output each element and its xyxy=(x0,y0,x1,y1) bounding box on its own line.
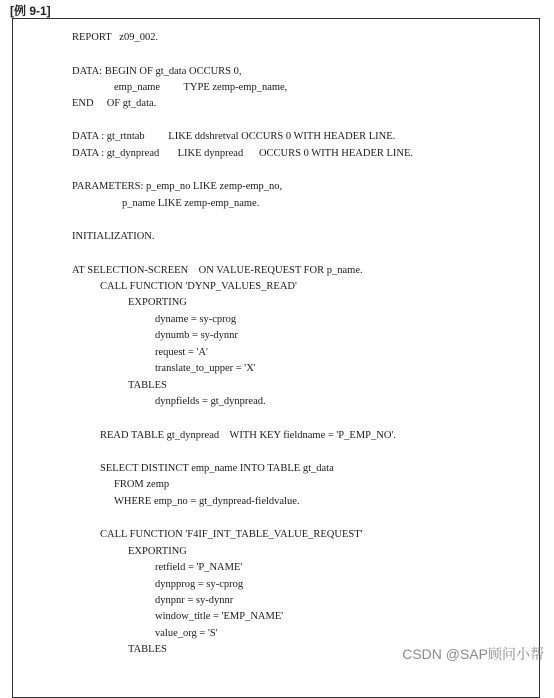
code-line: INITIALIZATION. xyxy=(72,231,155,242)
code-line: retfield = 'P_NAME' xyxy=(155,562,243,573)
code-line: FROM zemp xyxy=(114,479,170,490)
code-line: PARAMETERS: p_emp_no LIKE zemp-emp_no, xyxy=(72,181,283,192)
code-line: SELECT DISTINCT emp_name INTO TABLE gt_data xyxy=(100,463,334,474)
code-line: translate_to_upper = 'X' xyxy=(155,363,256,374)
code-line: dynpnr = sy-dynnr xyxy=(155,595,234,606)
code-line: DATA: BEGIN OF gt_data OCCURS 0, xyxy=(72,66,242,77)
code-line: EXPORTING xyxy=(128,546,187,557)
code-line: TABLES xyxy=(128,644,167,655)
code-line: window_title = 'EMP_NAME' xyxy=(155,611,284,622)
code-line: dynpfields = gt_dynpread. xyxy=(155,396,266,407)
code-line: request = 'A' xyxy=(155,347,208,358)
code-line: DATA : gt_rtntab LIKE ddshretval OCCURS 0 WITH HEADER LINE. xyxy=(72,131,396,142)
code-line: p_name LIKE zemp-emp_name. xyxy=(122,198,260,209)
code-line: END OF gt_data. xyxy=(72,98,157,109)
code-line: TABLES xyxy=(128,380,167,391)
code-line: dyname = sy-cprog xyxy=(155,314,237,325)
code-line: WHERE emp_no = gt_dynpread-fieldvalue. xyxy=(114,496,300,507)
code-line: CALL FUNCTION 'F4IF_INT_TABLE_VALUE_REQUEST' xyxy=(100,529,363,540)
code-line: EXPORTING xyxy=(128,297,187,308)
code-line: DATA : gt_dynpread LIKE dynpread OCCURS 0 WITH HEADER LINE. xyxy=(72,148,414,159)
code-line: CALL FUNCTION 'DYNP_VALUES_READ' xyxy=(100,281,297,292)
watermark: CSDN @SAP顾问小帮 xyxy=(402,646,544,662)
example-title: [例 9-1] xyxy=(10,4,51,18)
code-line: dynpprog = sy-cprog xyxy=(155,579,244,590)
code-line: READ TABLE gt_dynpread WITH KEY fieldname = 'P_EMP_NO'. xyxy=(100,430,396,441)
code-line: value_org = 'S' xyxy=(155,628,218,639)
code-line: REPORT z09_002. xyxy=(72,32,159,43)
code-listing-box xyxy=(12,18,540,698)
code-line: dynumb = sy-dynnr xyxy=(155,330,238,341)
code-line: emp_name TYPE zemp-emp_name, xyxy=(114,82,288,93)
code-line: AT SELECTION-SCREEN ON VALUE-REQUEST FOR p_name. xyxy=(72,265,363,276)
